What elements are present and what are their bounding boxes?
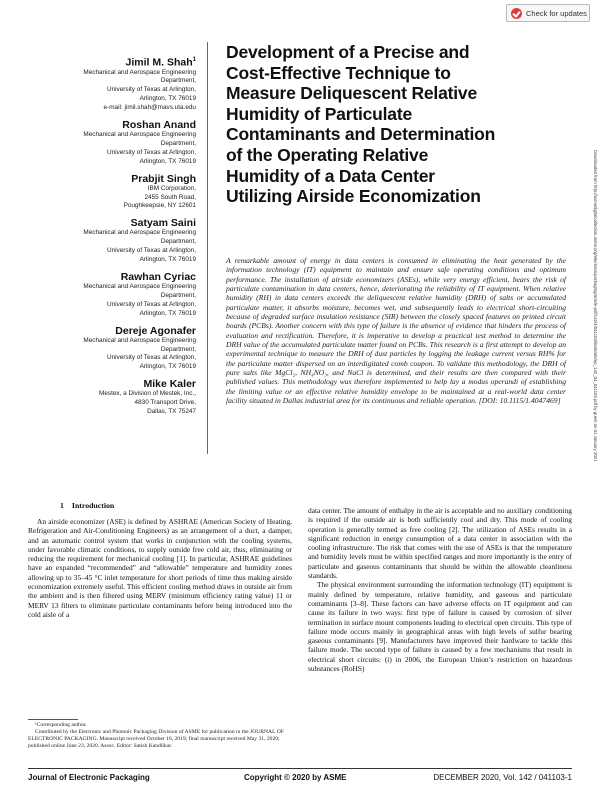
author-list [28,54,196,423]
body-right-column [308,506,572,673]
author-affiliation-line: University of Texas at Arlington, [106,300,196,308]
author-name [28,217,196,229]
author-name-text: Dereje Agonafer [115,324,196,337]
author-affiliation-line: Mechanical and Aerospace Engineering [83,131,196,139]
author-affiliation-line: Department, [160,291,196,299]
author-affiliation-line: Poughkeepsie, NY 12601 [123,202,196,210]
section-heading [60,501,122,510]
author-name-text: Jimil M. Shah [125,56,193,69]
footnote: ¹Corresponding author. [35,722,87,728]
author-name [28,378,196,390]
divider [207,42,208,454]
footer-rule [28,768,572,769]
author-name [28,119,196,131]
author-block [28,54,196,113]
author-affiliation-line: Department, [160,345,196,353]
author-affiliation-line: 2455 South Road, [144,193,196,201]
author-block [28,271,196,319]
article-title: Development of a Precise and Cost-Effective Technique to Measure Deliquescent Relative Humidity of Particulate Contaminants and Determination of the Operating Relative Humidity of a Data Center Utilizing Airside Economization [226,42,496,207]
check-for-updates-label: Check for updates [526,8,587,18]
body-left-column [28,517,292,619]
author-affiliation-line: Arlington, TX 76019 [139,256,196,264]
journal-name: Journal of Electronic Packaging [28,773,150,782]
author-affiliation-line: Department, [160,139,196,147]
author-affiliation-line: University of Texas at Arlington, [106,354,196,362]
checkmark-icon [511,8,522,19]
author-name [28,271,196,283]
issue-info: DECEMBER 2020, Vol. 142 / 041103-1 [433,773,572,782]
check-for-updates-badge[interactable] [506,4,590,22]
author-affiliation-line: Arlington, TX 76019 [139,363,196,371]
author-block [28,325,196,373]
author-name-text: Roshan Anand [122,119,196,132]
author-name-text: Prabjit Singh [131,172,196,185]
author-block [28,378,196,417]
section-title: Introduction [71,501,115,510]
author-affiliation-line: Dallas, TX 75247 [147,408,196,416]
author-block [28,217,196,265]
footnote-rule [28,719,78,720]
author-affiliation-line: Arlington, TX 76019 [139,157,196,165]
author-affiliation-line: 4830 Transport Drive, [134,399,196,407]
author-affiliation-line: Department, [160,238,196,246]
abstract: A remarkable amount of energy in data centers is consumed in eliminating the heat generated by the information technology (IT) equipment to maintain and ensure safe operating conditions and optimum performance. The installation of airside economizers (ASEs), while very energy efficient, bears the risk of particulate contamination in data centers, hence, deteriorating the reliability of IT equipment. When relative humidity (RH) in data centers exceeds the deliquescent relative humidity (DRH) of salts or accumulated particulate matter, it absorbs moisture, becomes wet, and subsequently leads to electrical short-circuiting because of degraded surface insulation resistance (SIR) between the closely spaced features on printed circuit boards (PCBs). Another concern with this type of failure is the absence of evidence that hinders the process of evaluation and rectification. Therefore, it is imperative to develop a practical test method to determine the DRH value of the accumulated particulate matter found on PCBs. This research is a first attempt to develop an experimental technique to measure the DRH of dust particles by logging the leakage current versus RH% for the particulate matter dispersed on an interdigitated comb coupon. To validate this methodology, the DRH of pure salts like MgCl₂, NH₄NO₃, and NaCl is determined, and their results are then compared with their published values. This methodology was therefore implemented to help lay a modus operandi of establishing the limiting value or an effective relative humidity envelope to be maintained at a real-world data center facility situated in Dallas industrial area for its continuous and reliable operation. [DOI: 10.1115/1.4047469] [226,256,566,406]
author-affiliation-line: University of Texas at Arlington, [106,247,196,255]
author-affiliation-line: University of Texas at Arlington, [106,86,196,94]
author-affiliation-line: Arlington, TX 76019 [139,309,196,317]
paragraph: An airside economizer (ASE) is defined by ASHRAE (American Society of Heating, Refrigeration and Air-Conditioning Engineers) as an arrangement of a duct, a damper, and an automatic control system that works in conjunction with the cooling systems, under favorable climatic conditions, to supply outside free cold air, thus, eliminating or reducing the requirement for mechanical cooling [1]. In particular, ASHRAE guidelines have an expanded “recommended” and “allowable” temperature and humidity zones allowing up to 35–45 °C inlet temperature for short periods of time thus making airside economization extremely useful. This efficient cooling method draws in outside air from the ambient and is then filtered using MERV (minimum efficiency rating value) 11 or MERV 13 filters to eliminate particulate contaminants before being introduced into the cold aisle of a [28,517,292,619]
author-name [28,325,196,337]
author-name-text: Rawhan Cyriac [120,271,196,283]
download-watermark-text: Downloaded from http://asmedigitalcollection.asme.org/electronicpackaging/article-pdf/142/4/041103/6548465/ep_142_04_041103.pdf by guest on 01 January 2021 [593,150,598,462]
paragraph: The physical environment surrounding the information technology (IT) equipment is mainly defined by temperature, relative humidity, and gaseous and particulate contaminants [3–8]. These factors can have adverse effects on IT equipment and can cause its failure in two ways: first type of failure is caused by corrosion of silver termination in surface mount components leading to electrical open circuits. This type of failure mode occurs mainly in geographical areas with high levels of sulfur bearing gaseous contaminants [9]. Manufacturers have improved their hardware to tackle this failure mode. The second type of failure is caused by a few mechanisms that result in electrical short circuits: (i) in 2006, the European Union’s restriction on hazardous substances (RoHS) [308,580,572,674]
author-block [28,119,196,167]
section-number: 1 [60,501,64,510]
author-affiliation-line: Mechanical and Aerospace Engineering [83,68,196,76]
author-block [28,173,196,212]
author-affiliation-line: Department, [160,77,196,85]
author-affiliation-line: University of Texas at Arlington, [106,148,196,156]
author-affiliation-line: Mechanical and Aerospace Engineering [83,336,196,344]
footnotes [28,722,292,750]
author-affiliation-line: Mestex, a Division of Mestek, Inc., [99,390,196,398]
copyright: Copyright © 2020 by ASME [244,773,347,782]
author-name [28,54,196,69]
footnote: Contributed by the Electronic and Photonic Packaging Division of ASME for publication in the JOURNAL OF ELECTRONIC PACKAGING. Manuscript received October 16, 2019; final manuscript received May 31, 2020; published online June 23, 2020. Assoc. Editor: Satish Kandlikar. [28,729,284,749]
author-name-text: Satyam Saini [130,217,196,230]
author-footnote-mark: 1 [192,57,196,63]
paragraph: data center. The amount of enthalpy in the air is acceptable and no auxiliary conditioning is required if the outside air is both sufficiently cool and dry. This mode of cooling operation is generally termed as free cooling [2]. The utilization of ASEs results in a significant reduction in energy consumption of a data center in association with the cooling infrastructure. The risk that comes with the use of ASEs is that the temperature and humidity levels must be within specified ranges and more importantly is the entry of particulate and gaseous contaminants that should be within the allowable cleanliness standards. [308,506,572,581]
author-affiliation-line: IBM Corporation, [147,184,196,192]
author-affiliation-line: Mechanical and Aerospace Engineering [83,283,196,290]
download-watermark [590,150,598,620]
author-name-text: Mike Kaler [143,378,196,391]
author-name [28,173,196,185]
author-affiliation-line: Arlington, TX 76019 [139,95,196,103]
author-affiliation-line: e-mail: jimil.shah@mavs.uta.edu [103,104,196,112]
author-affiliation-line: Mechanical and Aerospace Engineering [83,229,196,237]
